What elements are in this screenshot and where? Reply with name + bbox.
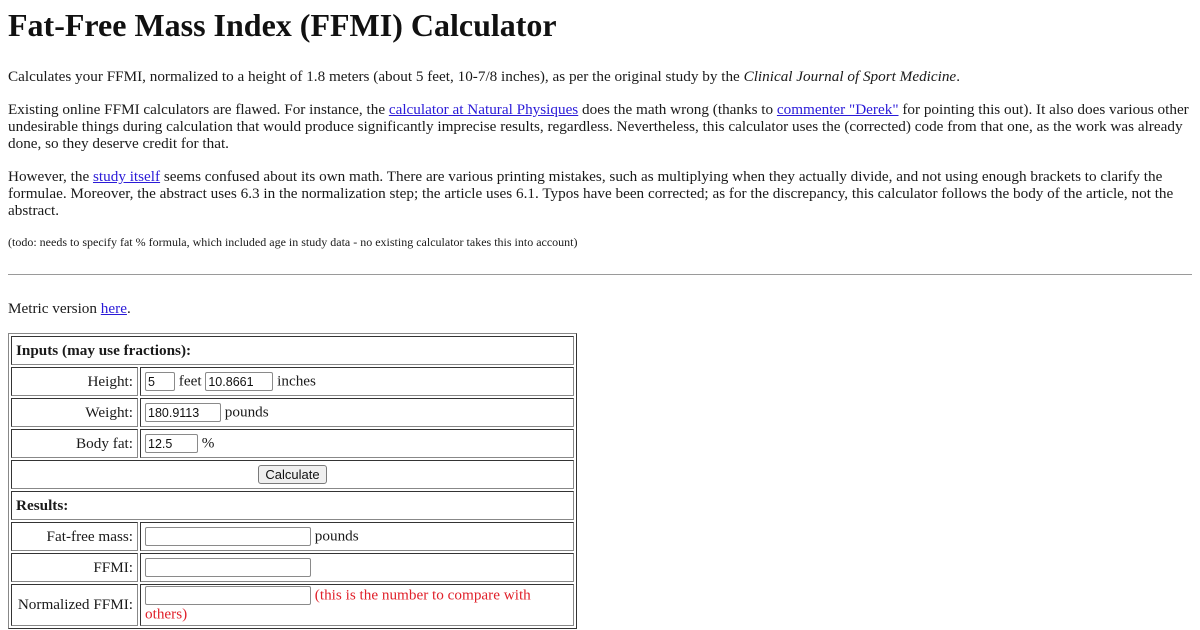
ffmi-label: FFMI: (11, 553, 138, 582)
calculate-row (11, 460, 574, 489)
weight-row (11, 398, 574, 427)
metric-version-link[interactable]: here (100, 300, 127, 317)
metric-text: Metric version (8, 300, 101, 317)
fat-free-mass-output (140, 522, 574, 551)
ffmi-field[interactable] (145, 558, 311, 577)
body-fat-inputs (140, 429, 574, 458)
intro-text: Calculates your FFMI, normalized to a height of 1.8 meters (about 5 feet, 10-7/8 inches), as per the original study by the (8, 68, 744, 85)
results-header: Results: (11, 491, 574, 520)
calculate-cell (11, 460, 574, 489)
study-itself-link[interactable]: study itself (93, 168, 161, 185)
height-inches-input[interactable] (205, 372, 273, 391)
natural-physiques-link[interactable]: calculator at Natural Physiques (388, 101, 579, 118)
page-title: Fat-Free Mass Index (FFMI) Calculator (8, 7, 557, 43)
metric-version-line (8, 300, 1192, 317)
divider (8, 274, 1192, 275)
weight-inputs (140, 398, 574, 427)
journal-name: Clinical Journal of Sport Medicine (743, 68, 957, 85)
inches-unit: inches (277, 372, 316, 390)
para3-text: However, the (8, 168, 93, 185)
fat-free-mass-field[interactable] (145, 527, 311, 546)
study-paragraph (8, 168, 1192, 219)
weight-input[interactable] (145, 403, 221, 422)
para2-text: Existing online FFMI calculators are flawed. For instance, the (8, 101, 389, 118)
height-inputs (140, 367, 574, 396)
height-feet-input[interactable] (145, 372, 175, 391)
compare-note: (this is the number to compare with others) (145, 586, 531, 623)
body-fat-input[interactable] (145, 434, 198, 453)
pounds-unit: pounds (224, 403, 269, 421)
inputs-header-row (11, 336, 574, 365)
intro-paragraph (8, 68, 1192, 85)
ffmi-calculator-table (8, 333, 577, 629)
para3-text: seems confused about its own math. There are various printing mistakes, such as multiplying when they actually divide, and not using enough brackets to clarify the formulae. Moreover, the abstract uses 6.3 in the normalization step; the article uses 6.1. Typos have been corrected; as for the discrepancy, this calculator follows the body of the article, not the abstract. (8, 168, 1174, 219)
ffmi-output (140, 553, 574, 582)
height-row (11, 367, 574, 396)
body-fat-row (11, 429, 574, 458)
weight-label: Weight: (11, 398, 138, 427)
para2-text: for pointing this out). It also does various other undesirable things during calculation that would produce significantly imprecise results, regardless. Nevertheless, this calculator uses the (corrected) code from that one, as the work was already done, so they deserve credit for that. (8, 101, 1189, 152)
commenter-derek-link[interactable]: commenter "Derek" (776, 101, 899, 118)
inputs-header: Inputs (may use fractions): (11, 336, 574, 365)
feet-unit: feet (178, 372, 202, 390)
para2-text: does the math wrong (thanks to (578, 101, 777, 118)
normalized-ffmi-output (140, 584, 574, 626)
ffmi-row (11, 553, 574, 582)
fat-free-mass-row (11, 522, 574, 551)
intro-end: . (956, 68, 960, 85)
body-fat-label: Body fat: (11, 429, 138, 458)
normalized-ffmi-field[interactable] (145, 586, 311, 605)
height-label: Height: (11, 367, 138, 396)
fat-free-mass-label: Fat-free mass: (11, 522, 138, 551)
normalized-ffmi-row (11, 584, 574, 626)
flawed-calculators-paragraph (8, 101, 1192, 152)
metric-end: . (126, 300, 131, 317)
results-header-row (11, 491, 574, 520)
calculate-button[interactable]: Calculate (258, 465, 326, 484)
normalized-ffmi-label: Normalized FFMI: (11, 584, 138, 626)
todo-note: (todo: needs to specify fat % formula, which included age in study data - no existing calculator takes this into account) (8, 235, 578, 249)
ffm-pounds-unit: pounds (314, 527, 359, 545)
percent-unit: % (201, 434, 215, 452)
